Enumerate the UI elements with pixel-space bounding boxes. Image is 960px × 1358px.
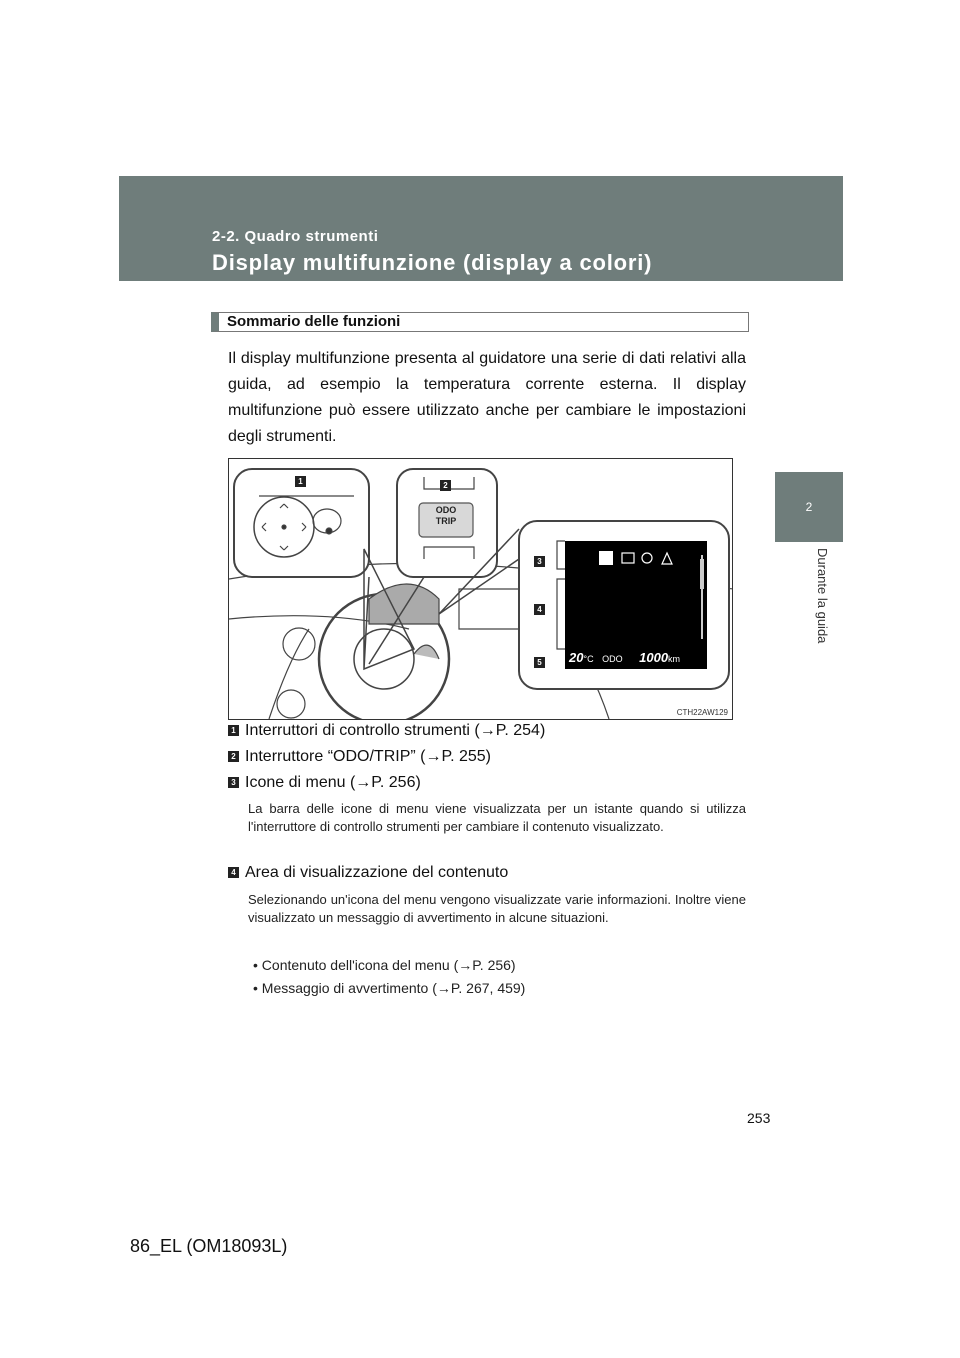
odo-trip-button: ODO TRIP <box>435 505 457 526</box>
chapter-label: Durante la guida <box>815 548 830 644</box>
section-label: 2-2. Quadro strumenti <box>212 228 379 245</box>
figure-code: CTH22AW129 <box>676 708 728 717</box>
item-note: La barra delle icone di menu viene visualizzata per un istante quando si utilizza l'interruttore di controllo strumenti per cambiare il contenuto visualizzato. <box>248 801 746 834</box>
item-note: Selezionando un'icona del menu vengono visualizzate varie informazioni. Inoltre viene visualizzato un messaggio di avvertimento in alcune situazioni. <box>248 892 746 925</box>
dashboard-figure <box>228 458 733 720</box>
display-readout: 20°C ODO 1000km <box>569 650 681 665</box>
chapter-tab: 2 <box>775 472 843 542</box>
page-title: Display multifunzione (display a colori) <box>212 250 653 275</box>
callout-1: 1 <box>295 473 312 491</box>
box-heading: Sommario delle funzioni <box>211 312 749 332</box>
intro-paragraph: Il display multifunzione presenta al guidatore una serie di dati relativi alla guida, ad esempio la temperatura corrente esterna. Il display multifunzione può essere utilizzato anche per cambiare le impostazioni degli strumenti. <box>228 350 746 445</box>
callout-3: 3 <box>534 553 551 571</box>
list-item: 3 Icone di menu (→P. 256) <box>228 774 421 792</box>
list-item: 2 Interruttore “ODO/TRIP” (→P. 255) <box>228 748 491 766</box>
callout-5: 5 <box>534 654 551 672</box>
document-code: 86_EL (OM18093L) <box>130 1236 288 1256</box>
dashboard-illustration <box>229 459 733 720</box>
callout-4: 4 <box>534 601 551 619</box>
list-item: 1 Interruttori di controllo strumenti (→P. 254) <box>228 722 545 740</box>
page-number: 253 <box>747 1110 771 1126</box>
list-item: 4 Area di visualizzazione del contenuto <box>228 864 508 882</box>
bullet-item: • Messaggio di avvertimento (→P. 267, 459) <box>253 980 526 996</box>
bullet-item: • Contenuto dell'icona del menu (→P. 256) <box>253 957 516 973</box>
callout-2: 2 <box>440 477 457 495</box>
